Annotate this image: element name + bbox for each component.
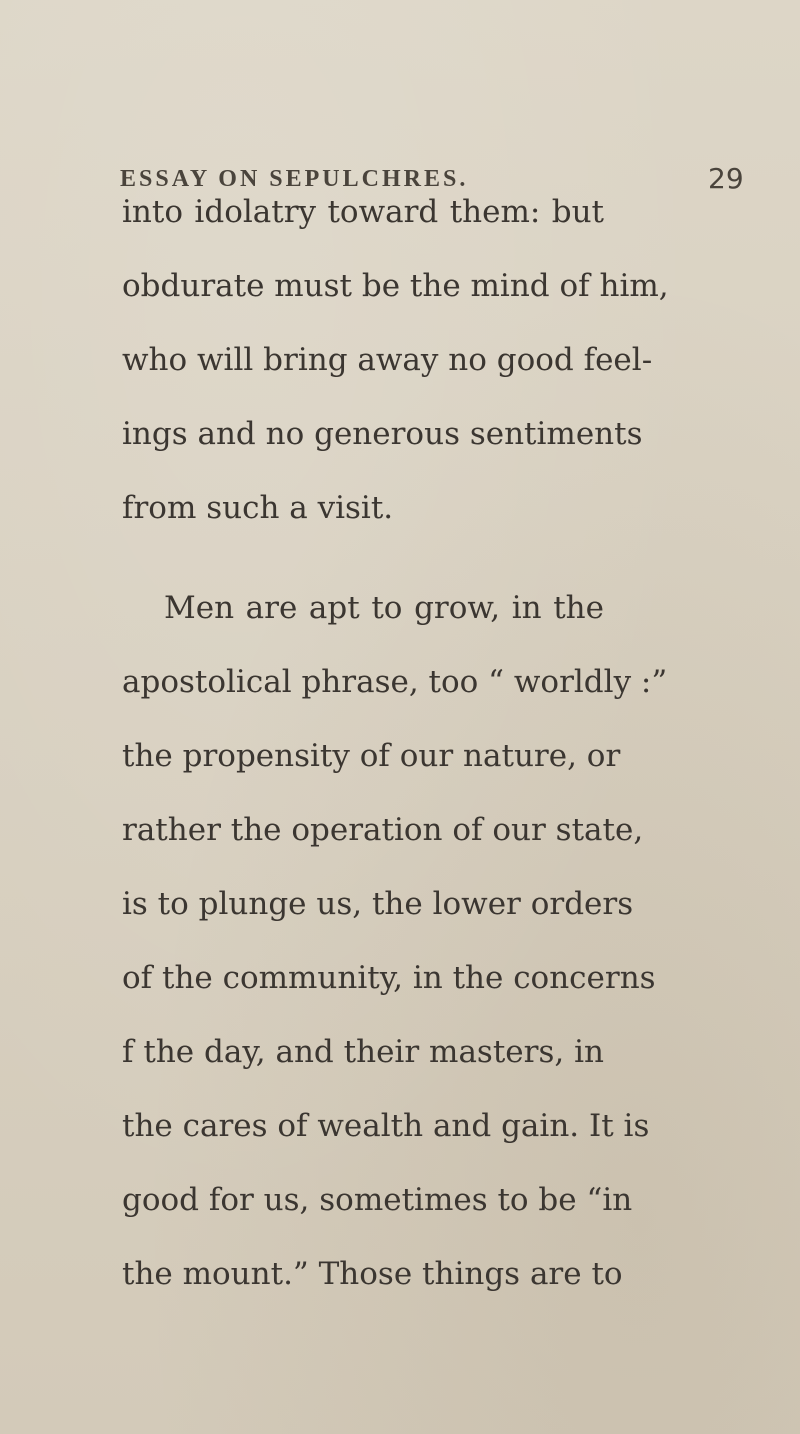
text-line: into idolatry toward them: but <box>122 194 604 230</box>
text-line: the propensity of our nature, or <box>122 738 621 774</box>
text-line: the cares of wealth and gain. It is <box>122 1108 650 1144</box>
text-line: of the community, in the concerns <box>122 960 656 996</box>
text-line: who will bring away no good feel- <box>122 342 653 378</box>
text-line: from such a visit. <box>122 490 394 526</box>
text-line: obdurate must be the mind of him, <box>122 268 669 304</box>
text-line: is to plunge us, the lower orders <box>122 886 634 922</box>
text-line: rather the operation of our state, <box>122 812 644 848</box>
text-line: apostolical phrase, too “ worldly :” <box>122 664 668 700</box>
text-line: f the day, and their masters, in <box>122 1034 604 1070</box>
page-number: 29 <box>708 162 744 195</box>
running-title: ESSAY ON SEPULCHRES. <box>120 166 469 192</box>
text-line: the mount.” Those things are to <box>122 1256 623 1292</box>
text-line: good for us, sometimes to be “in <box>122 1182 633 1218</box>
text-line: Men are apt to grow, in the <box>164 590 604 626</box>
text-line: ings and no generous sentiments <box>122 416 643 452</box>
